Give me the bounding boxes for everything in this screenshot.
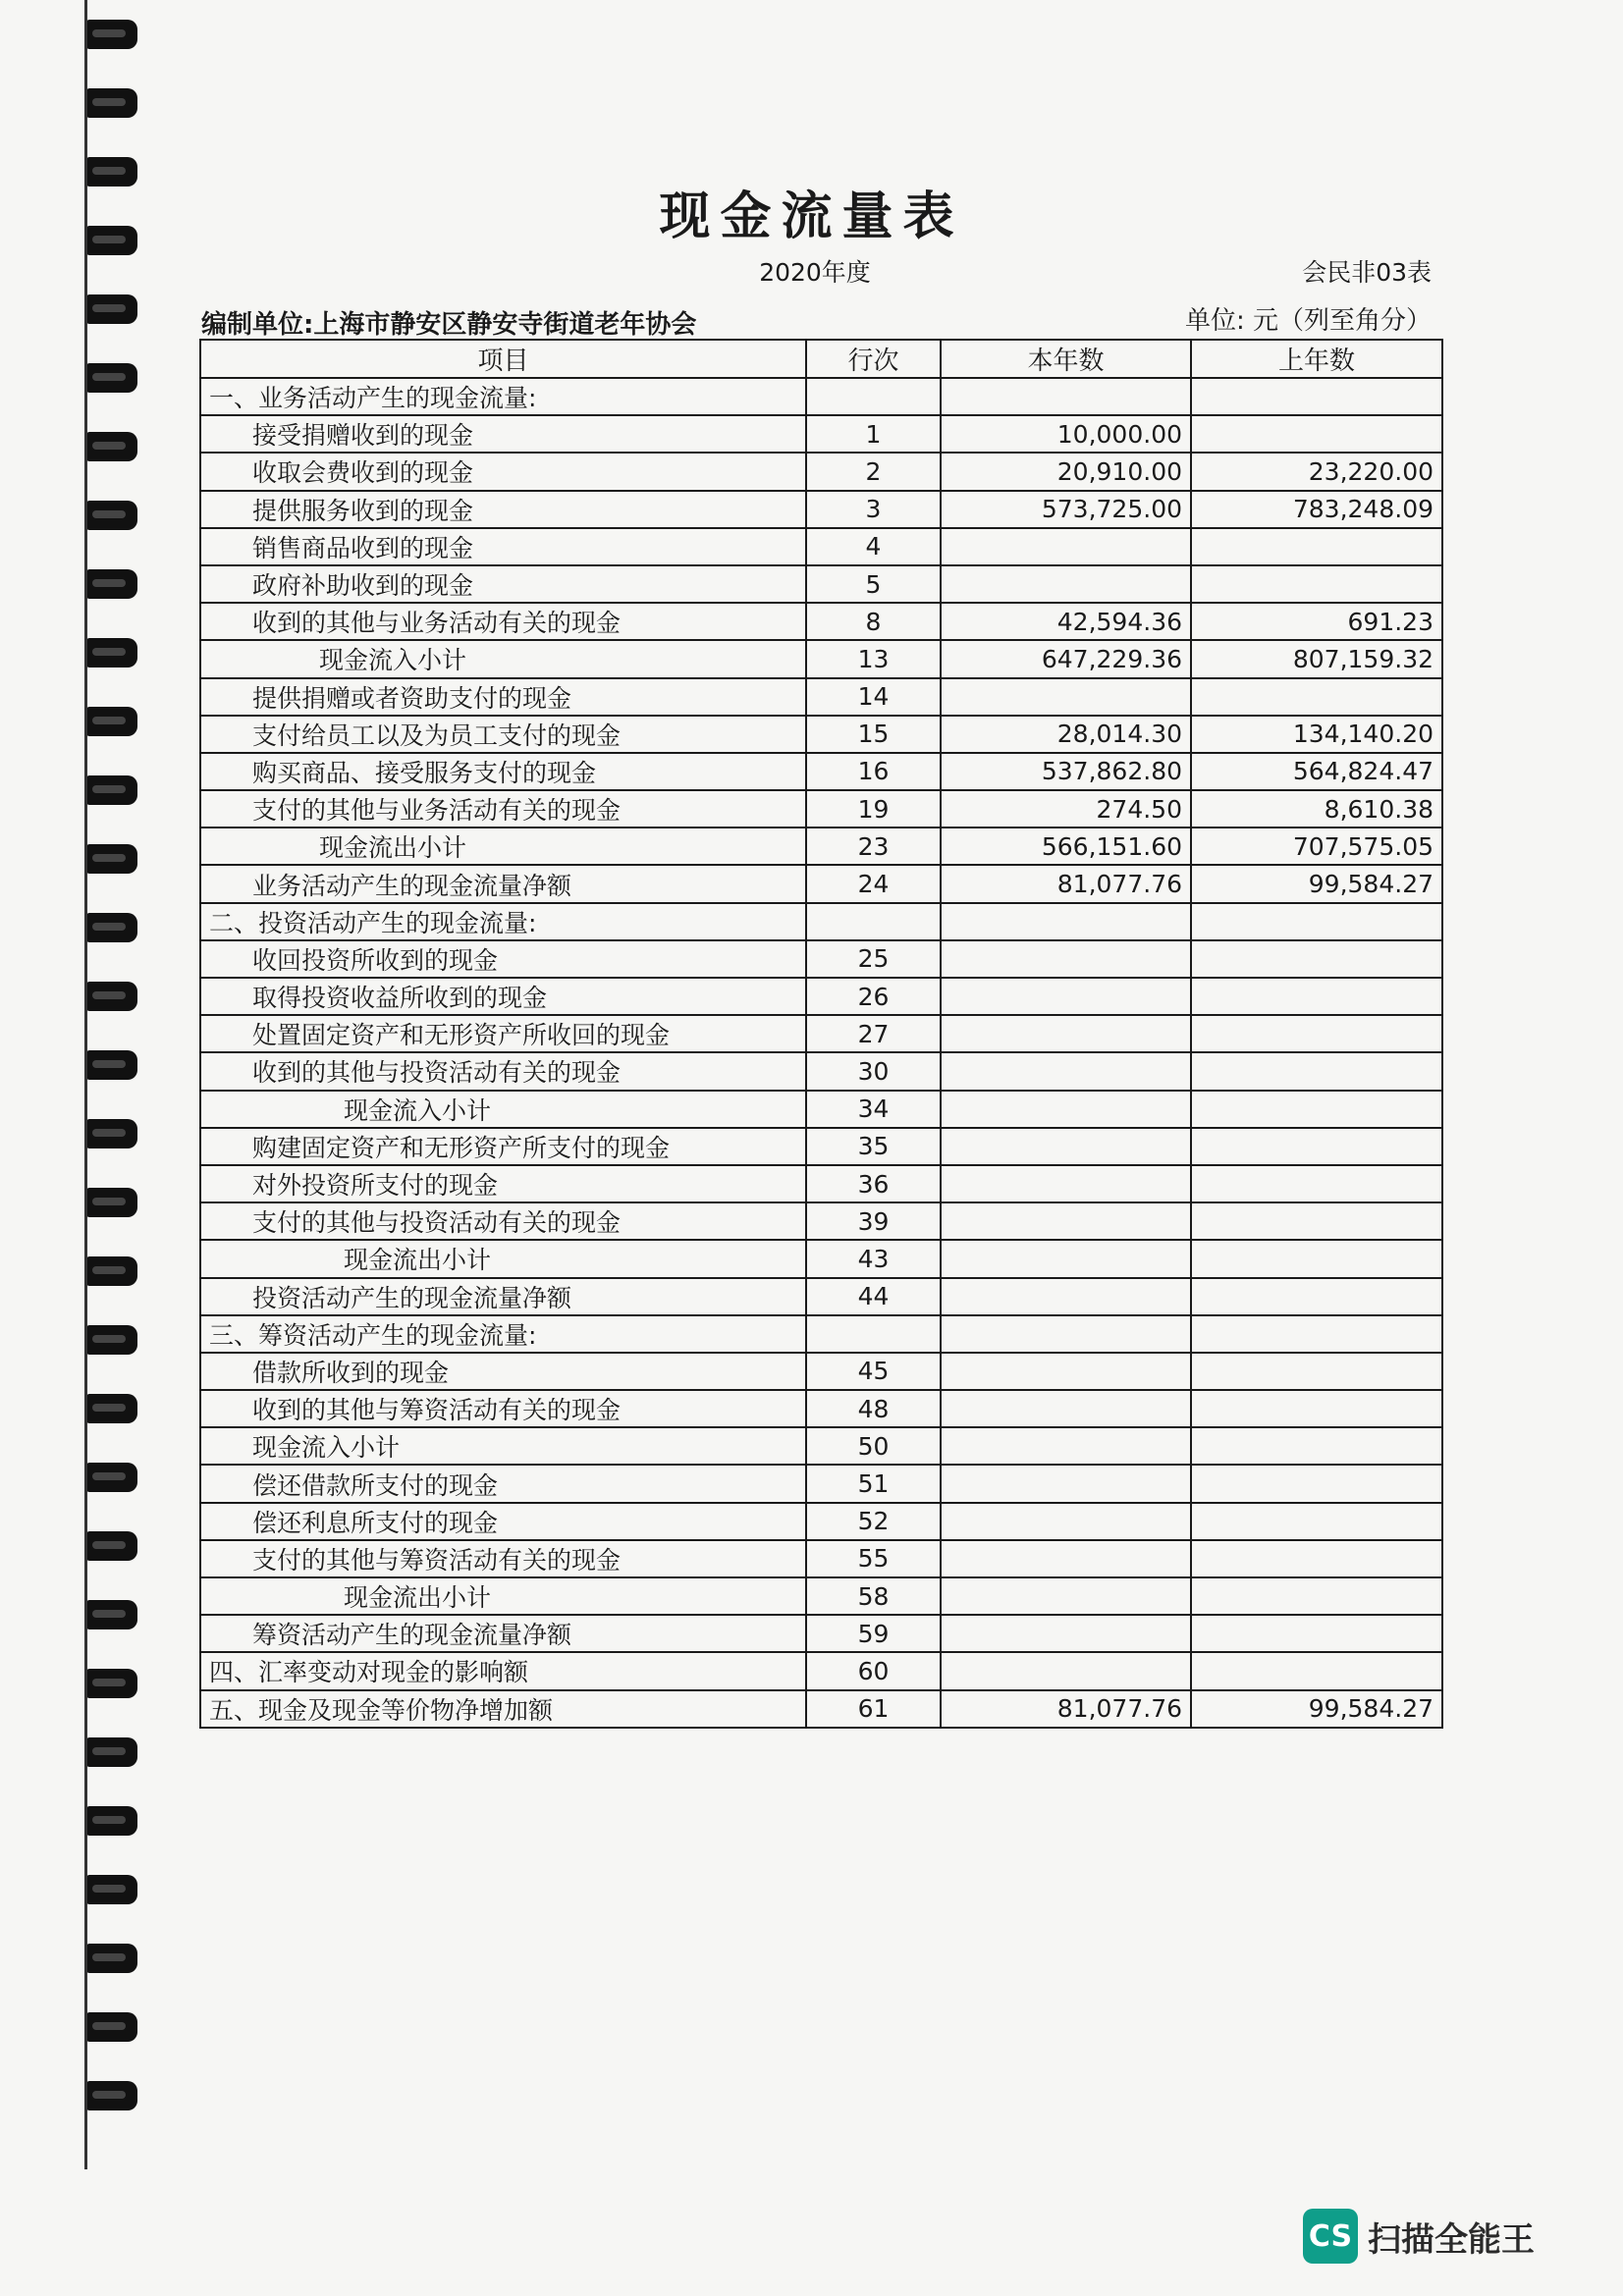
row-previous-year: [1191, 1390, 1442, 1427]
row-previous-year: [1191, 903, 1442, 940]
row-current-year: [941, 1427, 1191, 1465]
row-current-year: 573,725.00: [941, 491, 1191, 528]
row-previous-year: [1191, 1165, 1442, 1202]
row-item: 投资活动产生的现金流量净额: [200, 1278, 806, 1315]
binding-ring: [86, 844, 137, 874]
row-line-number: 35: [806, 1128, 941, 1165]
row-line-number: 4: [806, 528, 941, 565]
table-row: [200, 1390, 1442, 1427]
row-line-number: 61: [806, 1690, 941, 1728]
row-current-year: [941, 978, 1191, 1015]
table-row: [200, 790, 1442, 828]
table-row: [200, 716, 1442, 753]
row-line-number: 34: [806, 1091, 941, 1128]
row-item: 五、现金及现金等价物净增加额: [200, 1690, 806, 1728]
binding-ring: [86, 2012, 137, 2042]
header-line: 行次: [806, 340, 941, 378]
row-previous-year: [1191, 1315, 1442, 1353]
binding-ring: [86, 432, 137, 461]
row-item: 接受捐赠收到的现金: [200, 415, 806, 453]
row-current-year: [941, 1503, 1191, 1540]
row-item: 偿还借款所支付的现金: [200, 1465, 806, 1502]
row-previous-year: 8,610.38: [1191, 790, 1442, 828]
table-row: [200, 1652, 1442, 1689]
row-current-year: [941, 1165, 1191, 1202]
row-item: 一、业务活动产生的现金流量:: [200, 378, 806, 415]
row-current-year: 647,229.36: [941, 640, 1191, 677]
cash-flow-table: [199, 339, 1443, 1729]
row-item: 购建固定资产和无形资产所支付的现金: [200, 1128, 806, 1165]
row-previous-year: [1191, 1615, 1442, 1652]
row-line-number: 15: [806, 716, 941, 753]
row-line-number: 50: [806, 1427, 941, 1465]
row-previous-year: [1191, 1465, 1442, 1502]
row-line-number: 52: [806, 1503, 941, 1540]
row-item: 提供服务收到的现金: [200, 491, 806, 528]
table-row: [200, 415, 1442, 453]
table-row: [200, 528, 1442, 565]
row-line-number: 44: [806, 1278, 941, 1315]
row-line-number: 2: [806, 453, 941, 490]
table-row: [200, 640, 1442, 677]
row-current-year: [941, 940, 1191, 978]
row-line-number: 60: [806, 1652, 941, 1689]
form-code: 会民非03表: [1302, 258, 1432, 287]
table-row: [200, 1615, 1442, 1652]
row-current-year: 42,594.36: [941, 603, 1191, 640]
row-item: 现金流入小计: [200, 1091, 806, 1128]
row-item: 支付的其他与筹资活动有关的现金: [200, 1540, 806, 1577]
binding-ring: [86, 1944, 137, 1973]
table-row: [200, 678, 1442, 716]
binding-ring: [86, 501, 137, 530]
binding-ring: [86, 1737, 137, 1767]
row-line-number: 36: [806, 1165, 941, 1202]
row-item: 现金流入小计: [200, 1427, 806, 1465]
row-current-year: [941, 1091, 1191, 1128]
row-item: 现金流出小计: [200, 1240, 806, 1277]
row-previous-year: 807,159.32: [1191, 640, 1442, 677]
row-previous-year: 134,140.20: [1191, 716, 1442, 753]
row-previous-year: 99,584.27: [1191, 865, 1442, 902]
binding-ring: [86, 982, 137, 1011]
row-item: 提供捐赠或者资助支付的现金: [200, 678, 806, 716]
table-row: [200, 1202, 1442, 1240]
row-current-year: 81,077.76: [941, 1690, 1191, 1728]
row-current-year: [941, 1390, 1191, 1427]
row-previous-year: [1191, 565, 1442, 603]
row-previous-year: [1191, 528, 1442, 565]
row-current-year: [941, 1652, 1191, 1689]
row-item: 现金流入小计: [200, 640, 806, 677]
row-line-number: 25: [806, 940, 941, 978]
row-item: 销售商品收到的现金: [200, 528, 806, 565]
row-line-number: 30: [806, 1052, 941, 1090]
table-row: [200, 1278, 1442, 1315]
unit-label: 单位: 元（列至角分）: [1184, 306, 1432, 336]
row-previous-year: [1191, 1091, 1442, 1128]
row-current-year: [941, 1052, 1191, 1090]
binding-ring: [86, 913, 137, 942]
binding-ring: [86, 707, 137, 736]
binding-ring: [86, 1256, 137, 1286]
binding-ring: [86, 775, 137, 805]
row-previous-year: 564,824.47: [1191, 753, 1442, 790]
row-current-year: [941, 1278, 1191, 1315]
row-line-number: 59: [806, 1615, 941, 1652]
table-row: [200, 1427, 1442, 1465]
row-previous-year: [1191, 978, 1442, 1015]
table-row: [200, 753, 1442, 790]
binding-ring: [86, 2081, 137, 2110]
row-line-number: 45: [806, 1353, 941, 1390]
row-line-number: 3: [806, 491, 941, 528]
row-item: 对外投资所支付的现金: [200, 1165, 806, 1202]
row-current-year: [941, 1128, 1191, 1165]
table-row: [200, 978, 1442, 1015]
row-previous-year: [1191, 1128, 1442, 1165]
row-line-number: 55: [806, 1540, 941, 1577]
organization-label: 编制单位:上海市静安区静安寺街道老年协会: [201, 310, 697, 340]
binding-ring: [86, 1600, 137, 1629]
row-current-year: [941, 1240, 1191, 1277]
row-current-year: [941, 1540, 1191, 1577]
row-line-number: 8: [806, 603, 941, 640]
row-previous-year: 783,248.09: [1191, 491, 1442, 528]
row-current-year: 20,910.00: [941, 453, 1191, 490]
table-row: [200, 1353, 1442, 1390]
row-previous-year: [1191, 1278, 1442, 1315]
row-previous-year: [1191, 1427, 1442, 1465]
binding-ring: [86, 20, 137, 49]
row-item: 政府补助收到的现金: [200, 565, 806, 603]
row-item: 取得投资收益所收到的现金: [200, 978, 806, 1015]
row-item: 购买商品、接受服务支付的现金: [200, 753, 806, 790]
row-item: 收到的其他与投资活动有关的现金: [200, 1052, 806, 1090]
header-previous: 上年数: [1191, 340, 1442, 378]
row-item: 收到的其他与业务活动有关的现金: [200, 603, 806, 640]
row-previous-year: [1191, 378, 1442, 415]
table-row: [200, 1577, 1442, 1615]
row-item: 支付的其他与业务活动有关的现金: [200, 790, 806, 828]
binding-edge: [84, 0, 87, 2169]
row-current-year: 10,000.00: [941, 415, 1191, 453]
row-line-number: 43: [806, 1240, 941, 1277]
row-current-year: [941, 1202, 1191, 1240]
row-current-year: [941, 528, 1191, 565]
table-row: [200, 453, 1442, 490]
table-row: [200, 828, 1442, 865]
table-row: [200, 1165, 1442, 1202]
table-row: [200, 1015, 1442, 1052]
row-line-number: 19: [806, 790, 941, 828]
table-row: [200, 565, 1442, 603]
row-current-year: [941, 1353, 1191, 1390]
camscanner-logo: CS: [1303, 2209, 1358, 2264]
row-current-year: [941, 1465, 1191, 1502]
row-line-number: 51: [806, 1465, 941, 1502]
table-row: [200, 940, 1442, 978]
row-previous-year: [1191, 1240, 1442, 1277]
row-item: 收回投资所收到的现金: [200, 940, 806, 978]
table-row: [200, 378, 1442, 415]
spiral-binding: [86, 0, 155, 2169]
row-previous-year: 691.23: [1191, 603, 1442, 640]
row-item: 业务活动产生的现金流量净额: [200, 865, 806, 902]
binding-ring: [86, 1325, 137, 1355]
row-previous-year: [1191, 1015, 1442, 1052]
row-line-number: 39: [806, 1202, 941, 1240]
table-row: [200, 1052, 1442, 1090]
binding-ring: [86, 1463, 137, 1492]
table-row: [200, 903, 1442, 940]
row-current-year: [941, 378, 1191, 415]
table-header-row: [200, 340, 1442, 378]
row-current-year: [941, 1615, 1191, 1652]
row-item: 四、汇率变动对现金的影响额: [200, 1652, 806, 1689]
table-row: [200, 1315, 1442, 1353]
report-year: 2020年度: [759, 258, 871, 287]
binding-ring: [86, 294, 137, 324]
table-row: [200, 603, 1442, 640]
row-previous-year: 23,220.00: [1191, 453, 1442, 490]
row-line-number: 14: [806, 678, 941, 716]
binding-ring: [86, 363, 137, 393]
row-previous-year: [1191, 1202, 1442, 1240]
row-line-number: 1: [806, 415, 941, 453]
row-line-number: 24: [806, 865, 941, 902]
binding-ring: [86, 88, 137, 118]
row-current-year: [941, 565, 1191, 603]
row-item: 偿还利息所支付的现金: [200, 1503, 806, 1540]
table-row: [200, 1690, 1442, 1728]
row-line-number: 27: [806, 1015, 941, 1052]
row-item: 二、投资活动产生的现金流量:: [200, 903, 806, 940]
row-current-year: [941, 1577, 1191, 1615]
row-item: 支付的其他与投资活动有关的现金: [200, 1202, 806, 1240]
table-row: [200, 865, 1442, 902]
row-previous-year: [1191, 678, 1442, 716]
row-previous-year: 707,575.05: [1191, 828, 1442, 865]
page-title: 现金流量表: [659, 187, 964, 246]
row-line-number: 5: [806, 565, 941, 603]
row-item: 筹资活动产生的现金流量净额: [200, 1615, 806, 1652]
row-line-number: [806, 378, 941, 415]
row-current-year: [941, 1015, 1191, 1052]
row-current-year: 28,014.30: [941, 716, 1191, 753]
row-previous-year: [1191, 1052, 1442, 1090]
binding-ring: [86, 1669, 137, 1698]
binding-ring: [86, 1531, 137, 1561]
row-current-year: [941, 678, 1191, 716]
table-row: [200, 1091, 1442, 1128]
row-line-number: 26: [806, 978, 941, 1015]
table-row: [200, 1540, 1442, 1577]
row-previous-year: [1191, 1540, 1442, 1577]
row-previous-year: [1191, 415, 1442, 453]
row-item: 现金流出小计: [200, 1577, 806, 1615]
row-line-number: [806, 1315, 941, 1353]
row-current-year: 274.50: [941, 790, 1191, 828]
binding-ring: [86, 1875, 137, 1904]
row-item: 借款所收到的现金: [200, 1353, 806, 1390]
row-previous-year: 99,584.27: [1191, 1690, 1442, 1728]
table-row: [200, 1465, 1442, 1502]
binding-ring: [86, 1394, 137, 1423]
row-item: 支付给员工以及为员工支付的现金: [200, 716, 806, 753]
watermark-text: 扫描全能王: [1368, 2219, 1535, 2260]
table-row: [200, 1240, 1442, 1277]
row-item: 现金流出小计: [200, 828, 806, 865]
row-current-year: [941, 1315, 1191, 1353]
table-row: [200, 1503, 1442, 1540]
binding-ring: [86, 1119, 137, 1148]
row-current-year: 537,862.80: [941, 753, 1191, 790]
row-line-number: [806, 903, 941, 940]
row-current-year: 81,077.76: [941, 865, 1191, 902]
row-line-number: 13: [806, 640, 941, 677]
row-line-number: 16: [806, 753, 941, 790]
row-current-year: [941, 903, 1191, 940]
binding-ring: [86, 569, 137, 599]
row-item: 收取会费收到的现金: [200, 453, 806, 490]
row-item: 收到的其他与筹资活动有关的现金: [200, 1390, 806, 1427]
row-previous-year: [1191, 1577, 1442, 1615]
row-current-year: 566,151.60: [941, 828, 1191, 865]
table-row: [200, 491, 1442, 528]
row-item: 三、筹资活动产生的现金流量:: [200, 1315, 806, 1353]
table-row: [200, 1128, 1442, 1165]
row-line-number: 23: [806, 828, 941, 865]
row-item: 处置固定资产和无形资产所收回的现金: [200, 1015, 806, 1052]
binding-ring: [86, 638, 137, 667]
row-previous-year: [1191, 940, 1442, 978]
header-current: 本年数: [941, 340, 1191, 378]
row-previous-year: [1191, 1503, 1442, 1540]
row-line-number: 48: [806, 1390, 941, 1427]
header-item: 项目: [200, 340, 806, 378]
binding-ring: [86, 1188, 137, 1217]
row-line-number: 58: [806, 1577, 941, 1615]
binding-ring: [86, 1050, 137, 1080]
row-previous-year: [1191, 1652, 1442, 1689]
scanner-watermark: [1303, 2209, 1535, 2264]
binding-ring: [86, 1806, 137, 1836]
row-previous-year: [1191, 1353, 1442, 1390]
